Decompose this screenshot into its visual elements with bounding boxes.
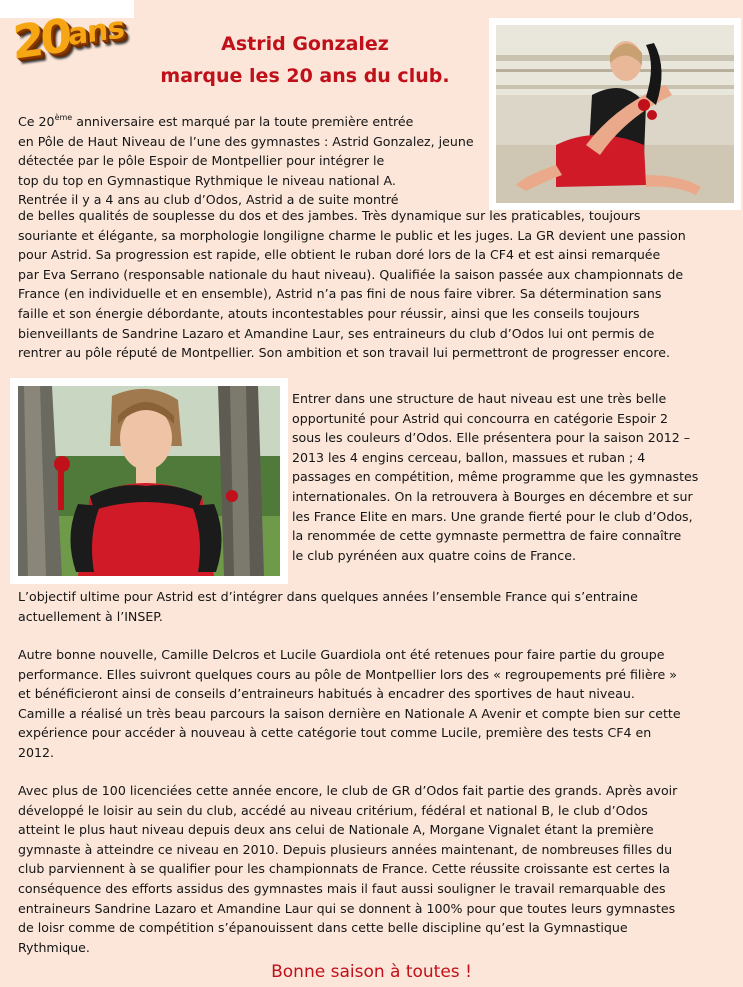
- paragraph-line: atteint le plus haut niveau depuis deux ans celui de Nationale A, Morgane Vignalet étant la première: [18, 822, 654, 838]
- paragraph-1: [18, 206, 686, 363]
- paragraph-line: gymnaste à atteindre ce niveau en 2010. Depuis plusieurs années maintenant, de nombreuses filles du: [18, 841, 673, 857]
- intro-paragraph: [18, 108, 474, 210]
- paragraph-line: Camille a réalisé un très beau parcours la saison dernière en Nationale A Avenir et compte bien sur cette: [18, 705, 681, 721]
- paragraph-line: développé le loisir au sein du club, accédé au niveau critérium, fédéral et national B, le club d’Odos: [18, 802, 648, 818]
- paragraph-line: la renommée de cette gymnaste permettra de faire connaître: [292, 528, 682, 544]
- paragraph-line: souriante et élégante, sa morphologie longiligne charme le public et les juges. La GR devient une passion: [18, 227, 686, 243]
- title-line-1: Astrid Gonzalez: [221, 33, 389, 55]
- paragraph-line: L’objectif ultime pour Astrid est d’intégrer dans quelques années l’ensemble France qui s’entraine: [18, 589, 638, 604]
- photo-gymnast-backbend: [489, 18, 741, 210]
- paragraph-line: le club pyrénéen aux quatre coins de France.: [292, 547, 576, 563]
- intro-line: Rentrée il y a 4 ans au club d’Odos, Astrid a de suite montré: [18, 192, 399, 208]
- intro-line: détectée par le pôle Espoir de Montpellier pour intégrer le: [18, 153, 385, 169]
- title-line-2: marque les 20 ans du club.: [160, 65, 450, 87]
- closing-line: Bonne saison à toutes !: [271, 962, 472, 982]
- anniversary-logo: [8, 6, 130, 92]
- paragraph-line: passages en compétition, même programme que les gymnastes: [292, 469, 699, 485]
- paragraph-line: de belles qualités de souplesse du dos et des jambes. Très dynamique sur les praticables, toujours: [18, 208, 641, 223]
- logo-lettering: [12, 0, 125, 70]
- paragraph-line: internationales. On la retrouvera à Bourges en décembre et sur: [292, 488, 693, 504]
- paragraph-5: [18, 781, 677, 957]
- paragraph-line: conséquence des efforts assidus des gymnastes mais il faut aussi souligner le travail remarquable des: [18, 880, 666, 896]
- paragraph-line: bienveillants de Sandrine Lazaro et Amandine Laur, ses entraineurs du club d’Odos lui ont permis de: [18, 325, 655, 341]
- paragraph-line: entraineurs Sandrine Lazaro et Amandine Laur qui se donnent à 100% pour que toutes leurs gymnastes: [18, 900, 676, 916]
- paragraph-line: performance. Elles suivront quelques cours au pôle de Montpellier lors des « regroupements pré filière »: [18, 666, 677, 682]
- article-title: [130, 28, 480, 92]
- paragraph-line: club parviennent à se qualifier pour les championnats de France. Cette réussite croissante est certes la: [18, 861, 671, 877]
- paragraph-2: [292, 389, 698, 565]
- intro-line: top du top en Gymnastique Rythmique le niveau national A.: [18, 172, 396, 188]
- intro-line: en Pôle de Haut Niveau de l’une des gymnastes : Astrid Gonzalez, jeune: [18, 133, 474, 149]
- paragraph-line: faille et son énergie débordante, atouts incontestables pour réussir, ainsi que les conseils toujours: [18, 305, 640, 321]
- paragraph-line: rentrer au pôle réputé de Montpellier. Son ambition et son travail lui permettront de progresser encore.: [18, 345, 671, 361]
- paragraph-line: Rythmique.: [18, 939, 90, 955]
- paragraph-line: Avec plus de 100 licenciées cette année encore, le club de GR d’Odos fait partie des grands. Après avoir: [18, 783, 678, 798]
- paragraph-line: France (en individuelle et en ensemble), Astrid n’a pas fini de nous faire vibrer. Sa détermination sans: [18, 286, 662, 302]
- photo-gymnast-portrait: [10, 378, 288, 584]
- gymnast-backbend-image: [496, 25, 734, 203]
- gymnast-portrait-image: [18, 386, 280, 576]
- paragraph-line: Autre bonne nouvelle, Camille Delcros et Lucile Guardiola ont été retenues pour faire partie du groupe: [18, 647, 665, 662]
- paragraph-line: et bénéficieront ainsi de conseils d’entraineurs habitués à encadrer des sportives de haut niveau.: [18, 686, 635, 702]
- paragraph-line: expérience pour accéder à nouveau à cette catégorie tout comme Lucile, première des tests CF4 en: [18, 725, 652, 741]
- paragraph-line: actuellement à l’INSEP.: [18, 608, 163, 624]
- paragraph-line: opportunité pour Astrid qui concourra en catégorie Espoir 2: [292, 410, 668, 426]
- intro-line-1: Ce 20ème anniversaire est marqué par la toute première entrée: [18, 113, 414, 129]
- paragraph-line: de loisr comme de compétition s’épanouissent dans cette belle discipline qu’est la Gymnastique: [18, 920, 628, 936]
- paragraph-line: Entrer dans une structure de haut niveau est une très belle: [292, 391, 667, 406]
- paragraph-line: les France Elite en mars. Une grande fierté pour le club d’Odos,: [292, 508, 693, 524]
- paragraph-line: pour Astrid. Sa progression est rapide, elle obtient le ruban doré lors de la CF4 et est ainsi remarquée: [18, 247, 661, 263]
- paragraph-line: par Eva Serrano (responsable nationale du haut niveau). Qualifiée la saison passée aux championnats de: [18, 266, 684, 282]
- logo-number: 20: [11, 7, 69, 70]
- paragraph-line: sous les couleurs d’Odos. Elle présentera pour la saison 2012 –: [292, 430, 691, 446]
- paragraph-line: 2012.: [18, 744, 55, 760]
- paragraph-line: 2013 les 4 engins cerceau, ballon, massues et ruban ; 4: [292, 449, 646, 465]
- paragraph-3: [18, 587, 638, 626]
- paragraph-4: [18, 645, 681, 763]
- logo-word: ans: [67, 10, 125, 54]
